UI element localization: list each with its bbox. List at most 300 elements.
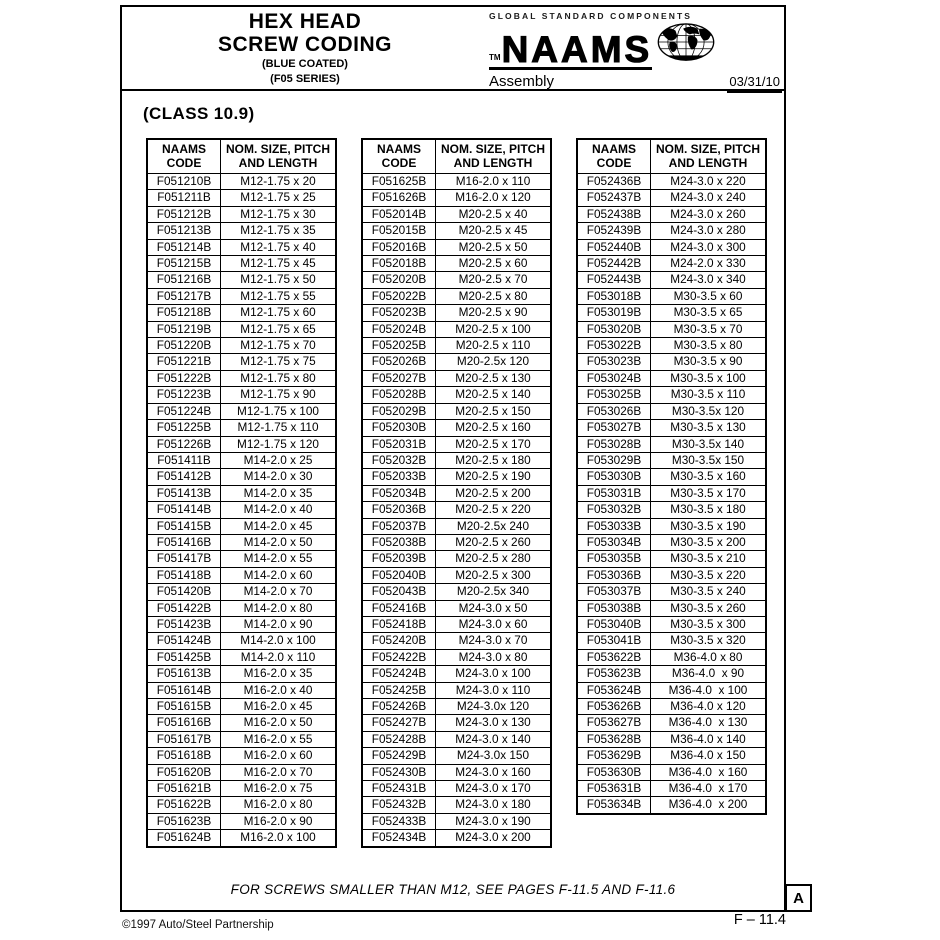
size-pitch-length-cell: M24-3.0 x 220	[651, 174, 767, 190]
trademark-label: TM	[489, 53, 501, 62]
naams-code-cell: F053025B	[577, 387, 651, 403]
table-row	[577, 600, 766, 616]
naams-code-cell: F052432B	[362, 797, 436, 813]
naams-code-cell: F053018B	[577, 288, 651, 304]
size-pitch-length-cell: M30-3.5 x 190	[651, 518, 767, 534]
size-pitch-length-cell: M14-2.0 x 100	[221, 633, 337, 649]
naams-code-cell: F051218B	[147, 305, 221, 321]
table-row	[362, 485, 551, 501]
table-row	[577, 485, 766, 501]
naams-code-cell: F053019B	[577, 305, 651, 321]
size-pitch-length-cell: M36-4.0 x 90	[651, 666, 767, 682]
size-pitch-length-cell: M16-2.0 x 35	[221, 666, 337, 682]
table-row	[362, 534, 551, 550]
naams-code-cell: F051412B	[147, 469, 221, 485]
globe-icon	[655, 22, 717, 69]
size-pitch-length-cell: M36-4.0 x 150	[651, 748, 767, 764]
size-pitch-length-cell: M20-2.5 x 45	[436, 223, 552, 239]
naams-code-cell: F052420B	[362, 633, 436, 649]
table-row	[577, 190, 766, 206]
screw-table-2-grid	[361, 138, 552, 848]
col-header-naams-code: NAAMS CODE	[362, 139, 436, 174]
size-pitch-length-cell: M20-2.5 x 100	[436, 321, 552, 337]
subtitle-f05-series: (F05 SERIES)	[270, 73, 340, 85]
table-row	[147, 436, 336, 452]
table-row	[577, 239, 766, 255]
revision-box: A	[785, 884, 812, 912]
size-pitch-length-cell: M12-1.75 x 40	[221, 239, 337, 255]
naams-code-cell: F053634B	[577, 797, 651, 814]
naams-code-cell: F052422B	[362, 649, 436, 665]
footnote: FOR SCREWS SMALLER THAN M12, SEE PAGES F-11.5 AND F-11.6	[230, 882, 676, 897]
size-pitch-length-cell: M24-3.0 x 80	[436, 649, 552, 665]
naams-code-cell: F051618B	[147, 748, 221, 764]
naams-code-cell: F051620B	[147, 764, 221, 780]
table-row	[362, 699, 551, 715]
size-pitch-length-cell: M20-2.5 x 150	[436, 403, 552, 419]
naams-code-cell: F051616B	[147, 715, 221, 731]
table-row	[362, 321, 551, 337]
size-pitch-length-cell: M14-2.0 x 80	[221, 600, 337, 616]
size-pitch-length-cell: M20-2.5x 240	[436, 518, 552, 534]
size-pitch-length-cell: M36-4.0 x 160	[651, 764, 767, 780]
naams-code-cell: F051623B	[147, 813, 221, 829]
table-row	[147, 584, 336, 600]
table-row	[362, 452, 551, 468]
size-pitch-length-cell: M24-3.0 x 280	[651, 223, 767, 239]
size-pitch-length-cell: M36-4.0 x 130	[651, 715, 767, 731]
naams-code-cell: F052437B	[577, 190, 651, 206]
naams-code-cell: F052429B	[362, 748, 436, 764]
table-row	[147, 370, 336, 386]
table-row	[362, 239, 551, 255]
naams-code-cell: F051219B	[147, 321, 221, 337]
naams-code-cell: F052028B	[362, 387, 436, 403]
table-row	[362, 731, 551, 747]
screw-table-3	[576, 138, 767, 815]
size-pitch-length-cell: M20-2.5 x 60	[436, 256, 552, 272]
naams-code-cell: F051418B	[147, 567, 221, 583]
table-row	[577, 387, 766, 403]
table-row	[362, 436, 551, 452]
naams-code-cell: F053024B	[577, 370, 651, 386]
table-row	[147, 174, 336, 190]
naams-code-cell: F052428B	[362, 731, 436, 747]
table-row	[147, 239, 336, 255]
size-pitch-length-cell: M20-2.5 x 40	[436, 206, 552, 222]
table-row	[577, 452, 766, 468]
size-pitch-length-cell: M12-1.75 x 20	[221, 174, 337, 190]
table-row	[362, 781, 551, 797]
size-pitch-length-cell: M30-3.5 x 180	[651, 502, 767, 518]
naams-code-cell: F053033B	[577, 518, 651, 534]
naams-code-cell: F052433B	[362, 813, 436, 829]
naams-code-cell: F051622B	[147, 797, 221, 813]
size-pitch-length-cell: M30-3.5 x 130	[651, 420, 767, 436]
brand-underline	[489, 29, 653, 70]
naams-code-cell: F053631B	[577, 781, 651, 797]
size-pitch-length-cell: M30-3.5 x 260	[651, 600, 767, 616]
naams-code-cell: F051614B	[147, 682, 221, 698]
table-row	[362, 551, 551, 567]
table-row	[147, 830, 336, 847]
naams-code-cell: F053034B	[577, 534, 651, 550]
logo-bottom-row	[489, 74, 782, 93]
naams-code-cell: F052014B	[362, 206, 436, 222]
size-pitch-length-cell: M24-3.0 x 160	[436, 764, 552, 780]
naams-code-cell: F053030B	[577, 469, 651, 485]
size-pitch-length-cell: M20-2.5 x 180	[436, 452, 552, 468]
size-pitch-length-cell: M30-3.5 x 60	[651, 288, 767, 304]
naams-code-cell: F051214B	[147, 239, 221, 255]
size-pitch-length-cell: M20-2.5 x 70	[436, 272, 552, 288]
table-row	[362, 387, 551, 403]
title-block	[140, 10, 470, 86]
size-pitch-length-cell: M12-1.75 x 50	[221, 272, 337, 288]
naams-code-cell: F052023B	[362, 305, 436, 321]
naams-code-cell: F053036B	[577, 567, 651, 583]
naams-code-cell: F051212B	[147, 206, 221, 222]
table-row	[577, 551, 766, 567]
table-row	[362, 518, 551, 534]
size-pitch-length-cell: M12-1.75 x 70	[221, 338, 337, 354]
size-pitch-length-cell: M30-3.5x 140	[651, 436, 767, 452]
size-pitch-length-cell: M14-2.0 x 35	[221, 485, 337, 501]
size-pitch-length-cell: M20-2.5 x 190	[436, 469, 552, 485]
brand-name: NAAMS	[501, 29, 653, 70]
table-row	[147, 256, 336, 272]
size-pitch-length-cell: M30-3.5 x 90	[651, 354, 767, 370]
table-row	[577, 206, 766, 222]
size-pitch-length-cell: M24-3.0 x 100	[436, 666, 552, 682]
naams-code-cell: F053038B	[577, 600, 651, 616]
table-row	[362, 600, 551, 616]
table-row	[147, 518, 336, 534]
table-row	[147, 551, 336, 567]
table-row	[577, 682, 766, 698]
table-row	[147, 469, 336, 485]
naams-code-cell: F052015B	[362, 223, 436, 239]
table-header	[147, 139, 336, 174]
naams-code-cell: F051615B	[147, 699, 221, 715]
size-pitch-length-cell: M30-3.5 x 320	[651, 633, 767, 649]
size-pitch-length-cell: M30-3.5 x 240	[651, 584, 767, 600]
size-pitch-length-cell: M24-3.0 x 190	[436, 813, 552, 829]
naams-code-cell: F051425B	[147, 649, 221, 665]
table-row	[362, 748, 551, 764]
naams-code-cell: F051625B	[362, 174, 436, 190]
table-row	[577, 370, 766, 386]
table-row	[147, 797, 336, 813]
table-row	[147, 223, 336, 239]
table-row	[577, 584, 766, 600]
naams-code-cell: F052440B	[577, 239, 651, 255]
size-pitch-length-cell: M24-3.0 x 260	[651, 206, 767, 222]
table-row	[147, 715, 336, 731]
table-row	[362, 206, 551, 222]
size-pitch-length-cell: M12-1.75 x 35	[221, 223, 337, 239]
naams-code-cell: F051621B	[147, 781, 221, 797]
size-pitch-length-cell: M36-4.0 x 80	[651, 649, 767, 665]
table-row	[147, 420, 336, 436]
size-pitch-length-cell: M20-2.5 x 220	[436, 502, 552, 518]
table-row	[147, 616, 336, 632]
size-pitch-length-cell: M30-3.5x 120	[651, 403, 767, 419]
table-row	[147, 387, 336, 403]
table-header	[577, 139, 766, 174]
table-row	[362, 616, 551, 632]
size-pitch-length-cell: M30-3.5 x 220	[651, 567, 767, 583]
table-row	[147, 764, 336, 780]
naams-code-cell: F052436B	[577, 174, 651, 190]
table-row	[147, 321, 336, 337]
table-row	[362, 666, 551, 682]
naams-code-cell: F053027B	[577, 420, 651, 436]
table-row	[147, 190, 336, 206]
size-pitch-length-cell: M30-3.5 x 300	[651, 616, 767, 632]
naams-code-cell: F051411B	[147, 452, 221, 468]
table-row	[577, 321, 766, 337]
size-pitch-length-cell: M24-3.0 x 50	[436, 600, 552, 616]
table-row	[362, 190, 551, 206]
table-row	[147, 452, 336, 468]
naams-code-cell: F052043B	[362, 584, 436, 600]
class-label: (CLASS 10.9)	[143, 104, 255, 123]
revision-date: 03/31/10	[727, 74, 782, 93]
size-pitch-length-cell: M16-2.0 x 100	[221, 830, 337, 847]
brand-row	[489, 22, 782, 70]
size-pitch-length-cell: M16-2.0 x 50	[221, 715, 337, 731]
table-row	[147, 502, 336, 518]
table-row	[362, 502, 551, 518]
screw-table-1	[146, 138, 337, 848]
size-pitch-length-cell: M20-2.5 x 200	[436, 485, 552, 501]
screw-table-2	[361, 138, 552, 848]
size-pitch-length-cell: M20-2.5 x 130	[436, 370, 552, 386]
table-header	[362, 139, 551, 174]
table-row	[147, 288, 336, 304]
size-pitch-length-cell: M24-3.0 x 110	[436, 682, 552, 698]
table-row	[577, 403, 766, 419]
table-row	[577, 420, 766, 436]
copyright: ©1997 Auto/Steel Partnership	[122, 919, 274, 931]
table-row	[577, 748, 766, 764]
size-pitch-length-cell: M30-3.5x 150	[651, 452, 767, 468]
naams-code-cell: F051224B	[147, 403, 221, 419]
table-row	[577, 781, 766, 797]
table-body	[577, 174, 766, 814]
table-row	[577, 272, 766, 288]
naams-code-cell: F053035B	[577, 551, 651, 567]
table-row	[577, 764, 766, 780]
size-pitch-length-cell: M16-2.0 x 80	[221, 797, 337, 813]
naams-code-cell: F051626B	[362, 190, 436, 206]
table-row	[147, 206, 336, 222]
table-row	[147, 485, 336, 501]
table-row	[577, 567, 766, 583]
table-row	[577, 797, 766, 814]
naams-code-cell: F052431B	[362, 781, 436, 797]
naams-code-cell: F053623B	[577, 666, 651, 682]
naams-code-cell: F051220B	[147, 338, 221, 354]
size-pitch-length-cell: M24-3.0 x 130	[436, 715, 552, 731]
table-row	[147, 338, 336, 354]
size-pitch-length-cell: M20-2.5 x 90	[436, 305, 552, 321]
size-pitch-length-cell: M12-1.75 x 75	[221, 354, 337, 370]
size-pitch-length-cell: M30-3.5 x 65	[651, 305, 767, 321]
size-pitch-length-cell: M16-2.0 x 55	[221, 731, 337, 747]
naams-code-cell: F051213B	[147, 223, 221, 239]
size-pitch-length-cell: M14-2.0 x 90	[221, 616, 337, 632]
naams-code-cell: F053028B	[577, 436, 651, 452]
naams-code-cell: F051424B	[147, 633, 221, 649]
table-row	[577, 699, 766, 715]
table-row	[577, 502, 766, 518]
col-header-naams-code: NAAMS CODE	[147, 139, 221, 174]
naams-code-cell: F053622B	[577, 649, 651, 665]
size-pitch-length-cell: M36-4.0 x 100	[651, 682, 767, 698]
size-pitch-length-cell: M16-2.0 x 45	[221, 699, 337, 715]
table-row	[577, 666, 766, 682]
size-pitch-length-cell: M16-2.0 x 40	[221, 682, 337, 698]
size-pitch-length-cell: M12-1.75 x 45	[221, 256, 337, 272]
size-pitch-length-cell: M16-2.0 x 120	[436, 190, 552, 206]
table-row	[362, 682, 551, 698]
table-row	[577, 288, 766, 304]
naams-code-cell: F051216B	[147, 272, 221, 288]
naams-code-cell: F053023B	[577, 354, 651, 370]
size-pitch-length-cell: M14-2.0 x 110	[221, 649, 337, 665]
page-title-line1: HEX HEAD	[248, 10, 362, 33]
naams-code-cell: F051624B	[147, 830, 221, 847]
size-pitch-length-cell: M24-3.0 x 60	[436, 616, 552, 632]
table-row	[147, 305, 336, 321]
table-row	[362, 256, 551, 272]
size-pitch-length-cell: M20-2.5x 120	[436, 354, 552, 370]
logo-tagline: GLOBAL STANDARD COMPONENTS	[489, 11, 693, 21]
table-row	[147, 731, 336, 747]
table-row	[577, 256, 766, 272]
size-pitch-length-cell: M24-3.0 x 180	[436, 797, 552, 813]
table-row	[147, 633, 336, 649]
naams-code-cell: F052031B	[362, 436, 436, 452]
table-row	[362, 223, 551, 239]
page-number: F – 11.4	[733, 912, 786, 928]
size-pitch-length-cell: M12-1.75 x 110	[221, 420, 337, 436]
naams-code-cell: F051420B	[147, 584, 221, 600]
table-row	[147, 649, 336, 665]
table-row	[362, 797, 551, 813]
size-pitch-length-cell: M12-1.75 x 65	[221, 321, 337, 337]
size-pitch-length-cell: M14-2.0 x 60	[221, 567, 337, 583]
size-pitch-length-cell: M24-3.0 x 340	[651, 272, 767, 288]
size-pitch-length-cell: M30-3.5 x 160	[651, 469, 767, 485]
naams-code-cell: F052029B	[362, 403, 436, 419]
naams-code-cell: F052040B	[362, 567, 436, 583]
size-pitch-length-cell: M30-3.5 x 170	[651, 485, 767, 501]
size-pitch-length-cell: M14-2.0 x 55	[221, 551, 337, 567]
size-pitch-length-cell: M36-4.0 x 170	[651, 781, 767, 797]
table-row	[362, 370, 551, 386]
size-pitch-length-cell: M24-3.0x 150	[436, 748, 552, 764]
size-pitch-length-cell: M12-1.75 x 60	[221, 305, 337, 321]
size-pitch-length-cell: M16-2.0 x 90	[221, 813, 337, 829]
naams-code-cell: F052032B	[362, 452, 436, 468]
table-row	[577, 223, 766, 239]
naams-code-cell: F051222B	[147, 370, 221, 386]
table-row	[362, 649, 551, 665]
table-row	[577, 436, 766, 452]
table-row	[362, 469, 551, 485]
table-row	[147, 567, 336, 583]
naams-code-cell: F053624B	[577, 682, 651, 698]
size-pitch-length-cell: M30-3.5 x 70	[651, 321, 767, 337]
size-pitch-length-cell: M36-4.0 x 120	[651, 699, 767, 715]
size-pitch-length-cell: M20-2.5 x 280	[436, 551, 552, 567]
size-pitch-length-cell: M20-2.5 x 300	[436, 567, 552, 583]
naams-code-cell: F051423B	[147, 616, 221, 632]
naams-code-cell: F051417B	[147, 551, 221, 567]
size-pitch-length-cell: M24-3.0 x 170	[436, 781, 552, 797]
size-pitch-length-cell: M14-2.0 x 50	[221, 534, 337, 550]
size-pitch-length-cell: M24-3.0 x 300	[651, 239, 767, 255]
size-pitch-length-cell: M12-1.75 x 100	[221, 403, 337, 419]
table-row	[362, 338, 551, 354]
table-row	[577, 305, 766, 321]
size-pitch-length-cell: M36-4.0 x 200	[651, 797, 767, 814]
table-row	[362, 174, 551, 190]
table-body	[362, 174, 551, 847]
naams-code-cell: F052425B	[362, 682, 436, 698]
naams-code-cell: F053040B	[577, 616, 651, 632]
size-pitch-length-cell: M30-3.5 x 110	[651, 387, 767, 403]
naams-logo-block	[489, 11, 782, 93]
col-header-nom-size: NOM. SIZE, PITCH AND LENGTH	[651, 139, 767, 174]
naams-code-cell: F053041B	[577, 633, 651, 649]
naams-code-cell: F051416B	[147, 534, 221, 550]
naams-code-cell: F052034B	[362, 485, 436, 501]
naams-code-cell: F053627B	[577, 715, 651, 731]
naams-code-cell: F052039B	[362, 551, 436, 567]
size-pitch-length-cell: M16-2.0 x 75	[221, 781, 337, 797]
naams-code-cell: F052024B	[362, 321, 436, 337]
size-pitch-length-cell: M12-1.75 x 120	[221, 436, 337, 452]
screw-table-1-grid	[146, 138, 337, 848]
size-pitch-length-cell: M20-2.5x 340	[436, 584, 552, 600]
size-pitch-length-cell: M20-2.5 x 110	[436, 338, 552, 354]
size-pitch-length-cell: M24-3.0 x 140	[436, 731, 552, 747]
naams-code-cell: F051215B	[147, 256, 221, 272]
size-pitch-length-cell: M20-2.5 x 80	[436, 288, 552, 304]
naams-code-cell: F052036B	[362, 502, 436, 518]
naams-code-cell: F052443B	[577, 272, 651, 288]
screw-table-3-grid	[576, 138, 767, 815]
table-row	[362, 272, 551, 288]
naams-code-cell: F052434B	[362, 830, 436, 847]
table-row	[362, 567, 551, 583]
table-row	[147, 534, 336, 550]
naams-code-cell: F053022B	[577, 338, 651, 354]
table-row	[577, 715, 766, 731]
naams-code-cell: F051211B	[147, 190, 221, 206]
naams-code-cell: F052025B	[362, 338, 436, 354]
table-row	[362, 420, 551, 436]
naams-code-cell: F052037B	[362, 518, 436, 534]
size-pitch-length-cell: M12-1.75 x 30	[221, 206, 337, 222]
table-row	[147, 781, 336, 797]
size-pitch-length-cell: M20-2.5 x 260	[436, 534, 552, 550]
naams-code-cell: F052424B	[362, 666, 436, 682]
